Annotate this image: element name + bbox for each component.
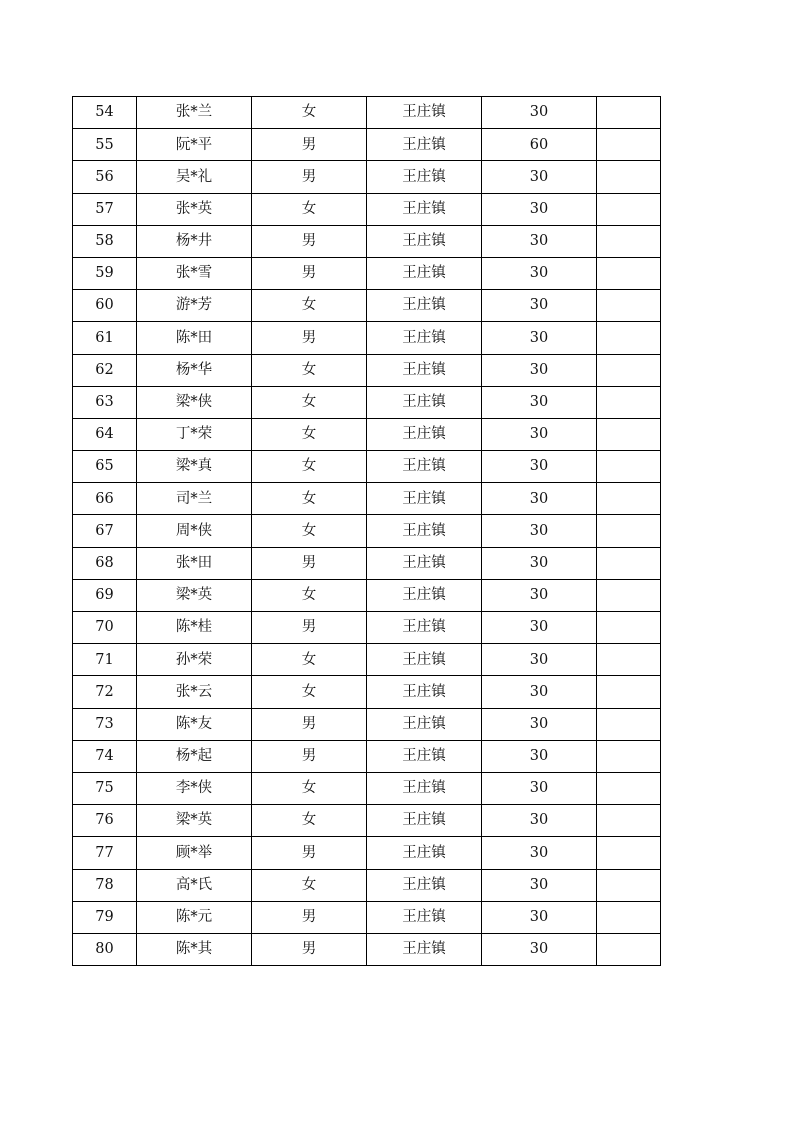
town-cell: 王庄镇 — [367, 257, 482, 289]
table-row — [73, 869, 661, 901]
table-row — [73, 322, 661, 354]
table-row — [73, 483, 661, 515]
town-cell: 王庄镇 — [367, 483, 482, 515]
town-cell: 王庄镇 — [367, 676, 482, 708]
name-cell: 张*雪 — [137, 257, 252, 289]
note-cell — [597, 225, 661, 257]
row-number-cell: 75 — [73, 772, 137, 804]
town-cell: 王庄镇 — [367, 418, 482, 450]
amount-cell: 60 — [482, 129, 597, 161]
gender-cell: 女 — [252, 193, 367, 225]
name-cell: 游*芳 — [137, 290, 252, 322]
name-cell: 陈*友 — [137, 708, 252, 740]
note-cell — [597, 322, 661, 354]
town-cell: 王庄镇 — [367, 451, 482, 483]
note-cell — [597, 933, 661, 965]
town-cell: 王庄镇 — [367, 386, 482, 418]
roster-table — [72, 96, 661, 966]
gender-cell: 女 — [252, 418, 367, 450]
note-cell — [597, 676, 661, 708]
row-number-cell: 63 — [73, 386, 137, 418]
row-number-cell: 56 — [73, 161, 137, 193]
amount-cell: 30 — [482, 290, 597, 322]
gender-cell: 女 — [252, 644, 367, 676]
town-cell: 王庄镇 — [367, 161, 482, 193]
name-cell: 吴*礼 — [137, 161, 252, 193]
town-cell: 王庄镇 — [367, 805, 482, 837]
amount-cell: 30 — [482, 322, 597, 354]
town-cell: 王庄镇 — [367, 612, 482, 644]
row-number-cell: 70 — [73, 612, 137, 644]
row-number-cell: 78 — [73, 869, 137, 901]
name-cell: 陈*其 — [137, 933, 252, 965]
table-row — [73, 612, 661, 644]
name-cell: 高*氏 — [137, 869, 252, 901]
town-cell: 王庄镇 — [367, 129, 482, 161]
town-cell: 王庄镇 — [367, 515, 482, 547]
amount-cell: 30 — [482, 772, 597, 804]
note-cell — [597, 97, 661, 129]
name-cell: 陈*桂 — [137, 612, 252, 644]
note-cell — [597, 837, 661, 869]
note-cell — [597, 418, 661, 450]
town-cell: 王庄镇 — [367, 322, 482, 354]
row-number-cell: 79 — [73, 901, 137, 933]
amount-cell: 30 — [482, 193, 597, 225]
row-number-cell: 65 — [73, 451, 137, 483]
gender-cell: 女 — [252, 386, 367, 418]
note-cell — [597, 257, 661, 289]
town-cell: 王庄镇 — [367, 290, 482, 322]
amount-cell: 30 — [482, 483, 597, 515]
amount-cell: 30 — [482, 869, 597, 901]
name-cell: 梁*英 — [137, 805, 252, 837]
gender-cell: 男 — [252, 901, 367, 933]
amount-cell: 30 — [482, 547, 597, 579]
name-cell: 张*英 — [137, 193, 252, 225]
row-number-cell: 60 — [73, 290, 137, 322]
town-cell: 王庄镇 — [367, 740, 482, 772]
town-cell: 王庄镇 — [367, 547, 482, 579]
gender-cell: 男 — [252, 322, 367, 354]
gender-cell: 女 — [252, 451, 367, 483]
name-cell: 丁*荣 — [137, 418, 252, 450]
table-row — [73, 933, 661, 965]
row-number-cell: 73 — [73, 708, 137, 740]
note-cell — [597, 579, 661, 611]
gender-cell: 男 — [252, 547, 367, 579]
gender-cell: 女 — [252, 772, 367, 804]
note-cell — [597, 772, 661, 804]
table-row — [73, 772, 661, 804]
town-cell: 王庄镇 — [367, 837, 482, 869]
note-cell — [597, 612, 661, 644]
amount-cell: 30 — [482, 515, 597, 547]
name-cell: 张*兰 — [137, 97, 252, 129]
name-cell: 梁*英 — [137, 579, 252, 611]
town-cell: 王庄镇 — [367, 97, 482, 129]
table-row — [73, 97, 661, 129]
note-cell — [597, 644, 661, 676]
name-cell: 梁*侠 — [137, 386, 252, 418]
town-cell: 王庄镇 — [367, 708, 482, 740]
town-cell: 王庄镇 — [367, 225, 482, 257]
row-number-cell: 61 — [73, 322, 137, 354]
gender-cell: 男 — [252, 933, 367, 965]
note-cell — [597, 386, 661, 418]
note-cell — [597, 515, 661, 547]
row-number-cell: 77 — [73, 837, 137, 869]
row-number-cell: 58 — [73, 225, 137, 257]
amount-cell: 30 — [482, 837, 597, 869]
amount-cell: 30 — [482, 418, 597, 450]
note-cell — [597, 547, 661, 579]
row-number-cell: 55 — [73, 129, 137, 161]
gender-cell: 女 — [252, 805, 367, 837]
name-cell: 阮*平 — [137, 129, 252, 161]
gender-cell: 女 — [252, 515, 367, 547]
row-number-cell: 57 — [73, 193, 137, 225]
amount-cell: 30 — [482, 97, 597, 129]
table-row — [73, 515, 661, 547]
town-cell: 王庄镇 — [367, 901, 482, 933]
row-number-cell: 59 — [73, 257, 137, 289]
table-row — [73, 901, 661, 933]
row-number-cell: 66 — [73, 483, 137, 515]
gender-cell: 男 — [252, 612, 367, 644]
gender-cell: 男 — [252, 837, 367, 869]
note-cell — [597, 193, 661, 225]
gender-cell: 女 — [252, 869, 367, 901]
name-cell: 陈*田 — [137, 322, 252, 354]
table-row — [73, 193, 661, 225]
table-row — [73, 354, 661, 386]
table-row — [73, 579, 661, 611]
gender-cell: 男 — [252, 708, 367, 740]
table-row — [73, 386, 661, 418]
roster-table-body — [73, 97, 661, 966]
gender-cell: 女 — [252, 483, 367, 515]
name-cell: 杨*华 — [137, 354, 252, 386]
amount-cell: 30 — [482, 386, 597, 418]
table-row — [73, 837, 661, 869]
note-cell — [597, 869, 661, 901]
amount-cell: 30 — [482, 257, 597, 289]
amount-cell: 30 — [482, 644, 597, 676]
row-number-cell: 62 — [73, 354, 137, 386]
row-number-cell: 69 — [73, 579, 137, 611]
row-number-cell: 71 — [73, 644, 137, 676]
gender-cell: 男 — [252, 225, 367, 257]
note-cell — [597, 354, 661, 386]
town-cell: 王庄镇 — [367, 933, 482, 965]
town-cell: 王庄镇 — [367, 772, 482, 804]
note-cell — [597, 290, 661, 322]
row-number-cell: 64 — [73, 418, 137, 450]
amount-cell: 30 — [482, 708, 597, 740]
name-cell: 杨*起 — [137, 740, 252, 772]
note-cell — [597, 451, 661, 483]
town-cell: 王庄镇 — [367, 579, 482, 611]
note-cell — [597, 161, 661, 193]
table-row — [73, 676, 661, 708]
gender-cell: 男 — [252, 257, 367, 289]
amount-cell: 30 — [482, 676, 597, 708]
name-cell: 杨*井 — [137, 225, 252, 257]
gender-cell: 女 — [252, 579, 367, 611]
row-number-cell: 54 — [73, 97, 137, 129]
amount-cell: 30 — [482, 901, 597, 933]
amount-cell: 30 — [482, 354, 597, 386]
name-cell: 李*侠 — [137, 772, 252, 804]
gender-cell: 女 — [252, 676, 367, 708]
table-row — [73, 257, 661, 289]
town-cell: 王庄镇 — [367, 193, 482, 225]
row-number-cell: 68 — [73, 547, 137, 579]
amount-cell: 30 — [482, 161, 597, 193]
name-cell: 张*云 — [137, 676, 252, 708]
name-cell: 司*兰 — [137, 483, 252, 515]
table-row — [73, 644, 661, 676]
gender-cell: 男 — [252, 740, 367, 772]
gender-cell: 女 — [252, 354, 367, 386]
name-cell: 梁*真 — [137, 451, 252, 483]
note-cell — [597, 740, 661, 772]
gender-cell: 男 — [252, 129, 367, 161]
amount-cell: 30 — [482, 579, 597, 611]
name-cell: 张*田 — [137, 547, 252, 579]
row-number-cell: 80 — [73, 933, 137, 965]
amount-cell: 30 — [482, 612, 597, 644]
table-row — [73, 805, 661, 837]
town-cell: 王庄镇 — [367, 354, 482, 386]
amount-cell: 30 — [482, 933, 597, 965]
table-row — [73, 547, 661, 579]
table-row — [73, 740, 661, 772]
gender-cell: 女 — [252, 97, 367, 129]
note-cell — [597, 129, 661, 161]
amount-cell: 30 — [482, 451, 597, 483]
note-cell — [597, 901, 661, 933]
note-cell — [597, 483, 661, 515]
amount-cell: 30 — [482, 740, 597, 772]
table-row — [73, 708, 661, 740]
gender-cell: 女 — [252, 290, 367, 322]
row-number-cell: 76 — [73, 805, 137, 837]
row-number-cell: 72 — [73, 676, 137, 708]
name-cell: 孙*荣 — [137, 644, 252, 676]
note-cell — [597, 708, 661, 740]
table-row — [73, 225, 661, 257]
table-row — [73, 418, 661, 450]
table-row — [73, 451, 661, 483]
note-cell — [597, 805, 661, 837]
amount-cell: 30 — [482, 805, 597, 837]
table-row — [73, 161, 661, 193]
name-cell: 周*侠 — [137, 515, 252, 547]
amount-cell: 30 — [482, 225, 597, 257]
table-row — [73, 129, 661, 161]
gender-cell: 男 — [252, 161, 367, 193]
name-cell: 顾*举 — [137, 837, 252, 869]
name-cell: 陈*元 — [137, 901, 252, 933]
town-cell: 王庄镇 — [367, 869, 482, 901]
row-number-cell: 74 — [73, 740, 137, 772]
table-row — [73, 290, 661, 322]
town-cell: 王庄镇 — [367, 644, 482, 676]
row-number-cell: 67 — [73, 515, 137, 547]
